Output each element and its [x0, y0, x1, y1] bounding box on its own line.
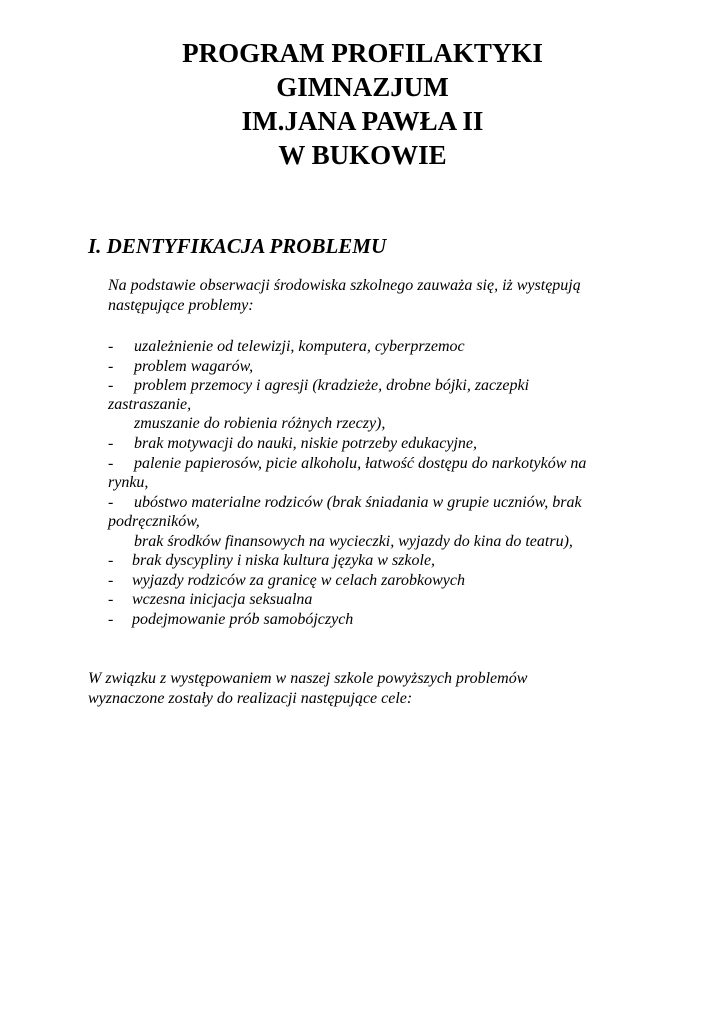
- list-item: brak dyscypliny i niska kultura języka w szkole,: [132, 552, 436, 569]
- closing-line-1: W związku z występowaniem w naszej szkole powyższych problemów: [88, 670, 528, 687]
- list-item: palenie papierosów, picie alkoholu, łatwość dostępu do narkotyków na: [134, 455, 587, 472]
- list-item: uzależnienie od telewizji, komputera, cyberprzemoc: [134, 338, 465, 355]
- list-item: problem przemocy i agresji (kradzieże, drobne bójki, zaczepki: [134, 377, 530, 394]
- list-item-continuation: podręczników,: [108, 513, 200, 530]
- list-item: podejmowanie prób samobójczych: [132, 611, 354, 628]
- title-line-1: PROGRAM PROFILAKTYKI: [182, 38, 543, 68]
- list-dash: -: [108, 435, 114, 452]
- list-dash: -: [108, 552, 114, 569]
- list-item-continuation: brak środków finansowych na wycieczki, wyjazdy do kina do teatru),: [134, 533, 573, 550]
- list-item: ubóstwo materialne rodziców (brak śniadania w grupie uczniów, brak: [134, 494, 582, 511]
- list-item-continuation: zmuszanie do robienia różnych rzeczy),: [134, 415, 386, 432]
- list-item: wyjazdy rodziców za granicę w celach zarobkowych: [132, 572, 465, 589]
- list-item: wczesna inicjacja seksualna: [132, 591, 313, 608]
- document-title: [0, 36, 725, 172]
- list-dash: -: [108, 358, 114, 375]
- list-dash: -: [108, 572, 114, 589]
- closing-line-2: wyznaczone zostały do realizacji następujące cele:: [88, 690, 413, 707]
- intro-line-1: Na podstawie obserwacji środowiska szkolnego zauważa się, iż występują: [108, 277, 581, 294]
- list-item: brak motywacji do nauki, niskie potrzeby edukacyjne,: [134, 435, 478, 452]
- list-dash: -: [108, 338, 114, 355]
- list-item: problem wagarów,: [134, 358, 254, 375]
- title-line-2: GIMNAZJUM: [276, 72, 449, 102]
- list-dash: -: [108, 455, 114, 472]
- list-dash: -: [108, 591, 114, 608]
- title-line-3: IM.JANA PAWŁA II: [241, 106, 484, 136]
- list-item-continuation: zastraszanie,: [108, 396, 192, 413]
- title-line-4: W BUKOWIE: [278, 140, 447, 170]
- section-heading: I. DENTYFIKACJA PROBLEMU: [88, 234, 387, 258]
- list-dash: -: [108, 611, 114, 628]
- intro-line-2: następujące problemy:: [108, 297, 254, 314]
- list-dash: -: [108, 494, 114, 511]
- list-item-continuation: rynku,: [108, 474, 149, 491]
- list-dash: -: [108, 377, 114, 394]
